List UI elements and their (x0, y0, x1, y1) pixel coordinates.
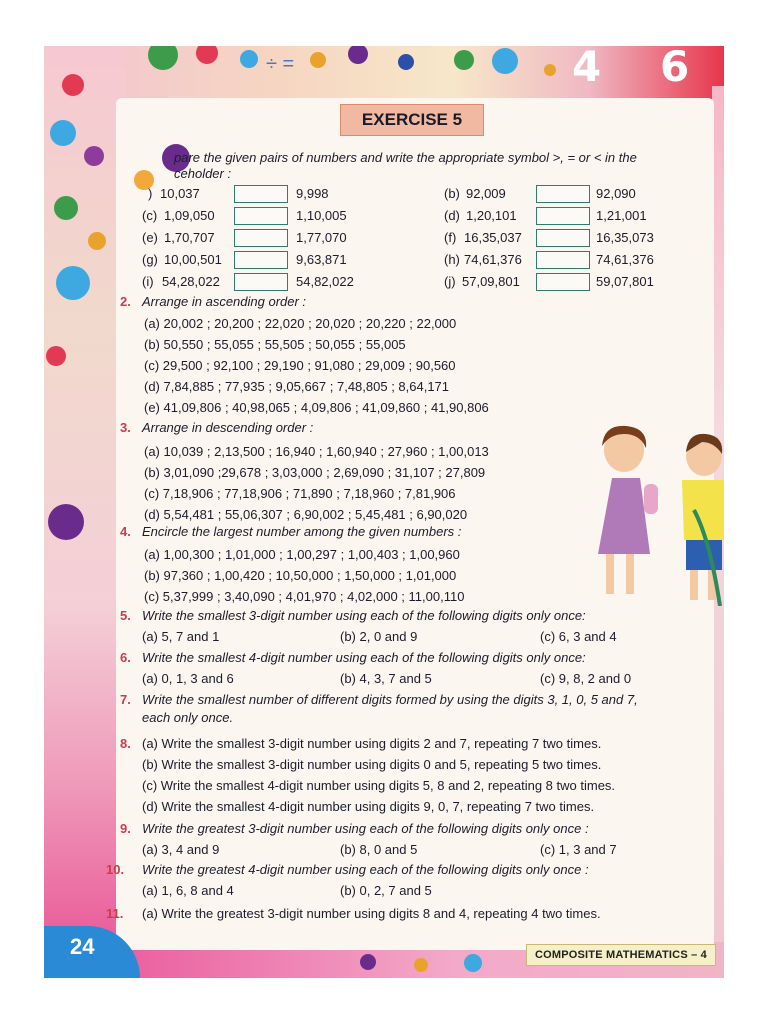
q6-item: (b) 4, 3, 7 and 5 (340, 671, 432, 686)
decorative-dot (50, 120, 76, 146)
decorative-dot (240, 50, 258, 68)
q4-item: (c) 5,37,999 ; 3,40,090 ; 4,01,970 ; 4,02,000 ; 11,00,110 (144, 589, 465, 604)
q5-item: (a) 5, 7 and 1 (142, 629, 220, 644)
q1-answer-box[interactable] (234, 251, 288, 269)
question-number: 2. (120, 294, 131, 309)
q8-item: (b) Write the smallest 3-digit number using digits 0 and 5, repeating 5 two times. (142, 757, 602, 772)
q1-pair-right: 74,61,376 (596, 252, 654, 267)
q1-pair-label: ) (148, 186, 153, 201)
q2-item: (b) 50,550 ; 55,055 ; 55,505 ; 50,055 ; 55,005 (144, 337, 406, 352)
decorative-dot (84, 146, 104, 166)
question-number: 9. (120, 821, 131, 836)
q1-pair-label: (c) (142, 208, 158, 223)
decorative-dot (54, 196, 78, 220)
q1-pair-left: 10,00,501 (164, 252, 222, 267)
q1-pair-label: (e) (142, 230, 158, 245)
decorative-dot (62, 74, 84, 96)
q1-answer-box[interactable] (536, 207, 590, 225)
q3-item: (d) 5,54,481 ; 55,06,307 ; 6,90,002 ; 5,45,481 ; 6,90,020 (144, 507, 468, 522)
q10-item: (a) 1, 6, 8 and 4 (142, 883, 234, 898)
question-number: 6. (120, 650, 131, 665)
decorative-dot (56, 266, 90, 300)
q5-item: (b) 2, 0 and 9 (340, 629, 418, 644)
q1-answer-box[interactable] (234, 207, 288, 225)
decorative-dot (414, 958, 428, 972)
q4-item: (b) 97,360 ; 1,00,420 ; 10,50,000 ; 1,50,000 ; 1,01,000 (144, 568, 457, 583)
q9-item: (a) 3, 4 and 9 (142, 842, 220, 857)
q1-pair-right: 54,82,022 (296, 274, 354, 289)
q3-item: (a) 10,039 ; 2,13,500 ; 16,940 ; 1,60,940 ; 27,960 ; 1,00,013 (144, 444, 489, 459)
decorative-digit: 6 (660, 46, 690, 91)
q1-pair-left: 16,35,037 (464, 230, 522, 245)
decorative-dot (310, 52, 326, 68)
q8-item: (d) Write the smallest 4-digit number using digits 9, 0, 7, repeating 7 two times. (142, 799, 595, 814)
q1-pair-label: (f) (444, 230, 457, 245)
q6-item: (a) 0, 1, 3 and 6 (142, 671, 234, 686)
q4-item: (a) 1,00,300 ; 1,01,000 ; 1,00,297 ; 1,00,403 ; 1,00,960 (144, 547, 460, 562)
q2-item: (a) 20,002 ; 20,200 ; 22,020 ; 20,020 ; 20,220 ; 22,000 (144, 316, 457, 331)
decorative-math-symbols: ÷ = (266, 53, 295, 75)
q1-pair-label: (g) (142, 252, 158, 267)
question-text-cont: each only once. (142, 710, 234, 725)
q1-pair-right: 9,63,871 (296, 252, 347, 267)
top-decorative-band (44, 46, 724, 102)
q1-answer-box[interactable] (536, 251, 590, 269)
decorative-dot (398, 54, 414, 70)
decorative-dot (492, 48, 518, 74)
q1-pair-right: 1,21,001 (596, 208, 647, 223)
question-text: Arrange in descending order : (142, 420, 314, 435)
q1-pair-left: 1,70,707 (164, 230, 215, 245)
question-text: Write the greatest 4-digit number using each of the following digits only once : (142, 862, 589, 877)
question-text: Write the smallest 3-digit number using each of the following digits only once: (142, 608, 586, 623)
question-text: Write the smallest number of different digits formed by using the digits 3, 1, 0, 5 and 7, (142, 692, 638, 707)
question-number: 11. (106, 906, 124, 921)
q1-pair-right: 1,77,070 (296, 230, 347, 245)
q1-answer-box[interactable] (536, 229, 590, 247)
question-number: 4. (120, 524, 131, 539)
q1-pair-label: (b) (444, 186, 460, 201)
decorative-dot (360, 954, 376, 970)
q1-pair-left: 54,28,022 (162, 274, 220, 289)
q1-answer-box[interactable] (234, 229, 288, 247)
question-number: 7. (120, 692, 131, 707)
q1-pair-left: 74,61,376 (464, 252, 522, 267)
decorative-dot (88, 232, 106, 250)
q1-pair-label: (d) (444, 208, 460, 223)
decorative-dot (46, 346, 66, 366)
q2-item: (e) 41,09,806 ; 40,98,065 ; 4,09,806 ; 41,09,860 ; 41,90,806 (144, 400, 489, 415)
q9-item: (c) 1, 3 and 7 (540, 842, 617, 857)
question-number: 5. (120, 608, 131, 623)
q8-item: (c) Write the smallest 4-digit number using digits 5, 8 and 2, repeating 8 two times. (142, 778, 616, 793)
q1-pair-left: 1,20,101 (466, 208, 517, 223)
question-number: 10. (106, 862, 125, 877)
question-text: Arrange in ascending order : (142, 294, 307, 309)
textbook-page (44, 46, 724, 978)
question-text: Write the greatest 3-digit number using each of the following digits only once : (142, 821, 589, 836)
q9-item: (b) 8, 0 and 5 (340, 842, 418, 857)
q3-item: (c) 7,18,906 ; 77,18,906 ; 71,890 ; 7,18,960 ; 7,81,906 (144, 486, 456, 501)
q1-pair-left: 1,09,050 (164, 208, 215, 223)
q1-pair-left: 57,09,801 (462, 274, 520, 289)
question-text: Write the smallest 4-digit number using each of the following digits only once: (142, 650, 586, 665)
book-title: COMPOSITE MATHEMATICS – 4 (526, 944, 716, 966)
q1-pair-label: (i) (142, 274, 154, 289)
decorative-dot (454, 50, 474, 70)
q1-instruction-cont: ceholder : (174, 166, 232, 181)
q2-item: (d) 7,84,885 ; 77,935 ; 9,05,667 ; 7,48,805 ; 8,64,171 (144, 379, 450, 394)
q3-item: (b) 3,01,090 ;29,678 ; 3,03,000 ; 2,69,090 ; 31,107 ; 27,809 (144, 465, 486, 480)
question-number: 3. (120, 420, 131, 435)
page-number: 24 (44, 926, 140, 978)
decorative-dot (464, 954, 482, 972)
q1-pair-right: 59,07,801 (596, 274, 654, 289)
q1-pair-right: 9,998 (296, 186, 329, 201)
q1-pair-right: 1,10,005 (296, 208, 347, 223)
children-illustration (584, 420, 724, 606)
q5-item: (c) 6, 3 and 4 (540, 629, 617, 644)
q1-pair-label: (h) (444, 252, 460, 267)
question-number: 8. (120, 736, 131, 751)
q10-item: (b) 0, 2, 7 and 5 (340, 883, 432, 898)
exercise-title: EXERCISE 5 (340, 104, 484, 136)
q1-pair-left: 92,009 (466, 186, 506, 201)
decorative-dot (544, 64, 556, 76)
q1-instruction: pare the given pairs of numbers and write the appropriate symbol >, = or < in the (174, 150, 637, 165)
decorative-digit: 4 (572, 46, 602, 91)
q1-pair-right: 16,35,073 (596, 230, 654, 245)
q6-item: (c) 9, 8, 2 and 0 (540, 671, 632, 686)
decorative-dot (48, 504, 84, 540)
q1-answer-box[interactable] (536, 273, 590, 291)
q2-item: (c) 29,500 ; 92,100 ; 29,190 ; 91,080 ; 29,009 ; 90,560 (144, 358, 456, 373)
question-text: (a) Write the greatest 3-digit number using digits 8 and 4, repeating 4 two times. (142, 906, 601, 921)
question-text: Encircle the largest number among the given numbers : (142, 524, 462, 539)
q1-answer-box[interactable] (234, 185, 288, 203)
q8-item: (a) Write the smallest 3-digit number using digits 2 and 7, repeating 7 two times. (142, 736, 602, 751)
q1-pair-label: (j) (444, 274, 456, 289)
q1-pair-left: 10,037 (160, 186, 200, 201)
q1-pair-right: 92,090 (596, 186, 636, 201)
q1-answer-box[interactable] (536, 185, 590, 203)
q1-answer-box[interactable] (234, 273, 288, 291)
